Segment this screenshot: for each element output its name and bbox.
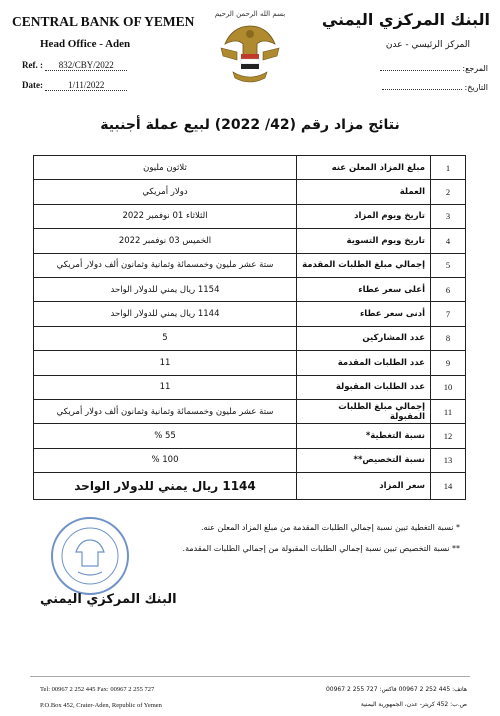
table-row (34, 180, 466, 204)
row-value: ستة عشر مليون وخمسمائة وثمانية وثمانون ألف دولار أمريكي (34, 253, 297, 277)
office-en: Head Office - Aden (40, 38, 131, 50)
bank-name-ar: البنك المركزي اليمني (321, 10, 490, 29)
row-number: 14 (431, 473, 466, 500)
row-label: عدد الطلبات المقدمة (297, 351, 431, 375)
footer-contact-ar: هاتف: 445 252 2 00967 فاكس: 727 255 2 00967 (325, 686, 467, 693)
row-number: 8 (431, 326, 466, 350)
date-label-ar: التاريخ: (464, 83, 488, 92)
date-label: Date: (22, 80, 43, 90)
ref-dots-ar (380, 70, 460, 71)
bank-stamp (48, 514, 132, 598)
row-value: 100 % (34, 448, 297, 472)
office-ar: المركز الرئيسي - عدن (385, 40, 470, 50)
row-label: سعر المزاد (297, 473, 431, 500)
row-number: 1 (431, 156, 466, 180)
row-number: 4 (431, 229, 466, 253)
ref-label: Ref. : (22, 60, 43, 70)
row-label: إجمالي مبلغ الطلبات المقدمة (297, 253, 431, 277)
row-label: مبلغ المزاد المعلن عنه (297, 156, 431, 180)
footer-contact-en: Tel: 00967 2 252 445 Fax: 00967 2 255 727 (40, 686, 155, 693)
row-label: تاريخ ويوم المزاد (297, 204, 431, 228)
row-label: إجمالي مبلغ الطلبات المقبولة (297, 399, 431, 423)
table-row (34, 448, 466, 472)
table-row (34, 473, 466, 500)
footer-address-ar: ص.ب: 452 كريتر- عدن، الجمهورية اليمنية (360, 701, 467, 708)
bank-name-en: CENTRAL BANK OF YEMEN (12, 14, 195, 29)
ref-row (22, 60, 127, 71)
footer-divider (30, 676, 470, 677)
row-value: 5 (34, 326, 297, 350)
ref-label-ar: المرجع: (462, 64, 488, 73)
table-row (34, 229, 466, 253)
ref-row-ar (380, 64, 488, 73)
date-row-ar (382, 83, 488, 92)
row-value: 11 (34, 375, 297, 399)
table-row (34, 253, 466, 277)
row-value: الخميس 03 نوفمبر 2022 (34, 229, 297, 253)
row-value: 55 % (34, 424, 297, 448)
row-value: 1144 ريال يمني للدولار الواحد (34, 302, 297, 326)
table-row (34, 204, 466, 228)
footer-address-en: P.O.Box 452, Crater-Aden, Republic of Yemen (40, 702, 162, 709)
row-value: 1144 ريال يمني للدولار الواحد (34, 473, 297, 500)
footnote-coverage: * نسبة التغطية تبين نسبة إجمالي الطلبات المقدمة من مبلغ المزاد المعلن عنه. (200, 523, 460, 532)
row-number: 13 (431, 448, 466, 472)
date-row (22, 80, 127, 91)
footnote-allocation: ** نسبة التخصيص تبين نسبة إجمالي الطلبات المقبولة من إجمالي الطلبات المقدمة. (182, 544, 460, 553)
table-row (34, 277, 466, 301)
row-value: ثلاثون مليون (34, 156, 297, 180)
row-label: عدد المشاركين (297, 326, 431, 350)
auction-results-table (33, 155, 466, 500)
table-row (34, 399, 466, 423)
row-label: العملة (297, 180, 431, 204)
emblem-logo (215, 4, 285, 100)
row-number: 5 (431, 253, 466, 277)
row-number: 10 (431, 375, 466, 399)
table-row (34, 302, 466, 326)
row-value: ستة عشر مليون وخمسمائة وثمانية وثمانون ألف دولار أمريكي (34, 399, 297, 423)
row-label: نسبة التغطية* (297, 424, 431, 448)
ref-value: 832/CBY/2022 (45, 60, 127, 71)
table-row (34, 326, 466, 350)
date-dots-ar (382, 89, 462, 90)
row-number: 6 (431, 277, 466, 301)
row-number: 7 (431, 302, 466, 326)
row-value: 1154 ريال يمني للدولار الواحد (34, 277, 297, 301)
table-row (34, 424, 466, 448)
basmala-text: بسم الله الرحمن الرحيم (215, 10, 285, 18)
row-number: 12 (431, 424, 466, 448)
row-number: 2 (431, 180, 466, 204)
row-number: 11 (431, 399, 466, 423)
row-label: عدد الطلبات المقبولة (297, 375, 431, 399)
row-label: أعلى سعر عطاء (297, 277, 431, 301)
row-value: دولار أمريكي (34, 180, 297, 204)
row-label: نسبة التخصيص** (297, 448, 431, 472)
row-label: أدنى سعر عطاء (297, 302, 431, 326)
row-number: 3 (431, 204, 466, 228)
signature-bank-name: البنك المركزي اليمني (40, 592, 177, 607)
table-row (34, 375, 466, 399)
row-label: تاريخ ويوم التسوية (297, 229, 431, 253)
row-value: 11 (34, 351, 297, 375)
date-value: 1/11/2022 (45, 80, 127, 91)
document-title: نتائج مزاد رقم (42/ 2022) لبيع عملة أجنبية (100, 117, 400, 133)
table-row (34, 351, 466, 375)
row-number: 9 (431, 351, 466, 375)
row-value: الثلاثاء 01 نوفمبر 2022 (34, 204, 297, 228)
table-row (34, 156, 466, 180)
